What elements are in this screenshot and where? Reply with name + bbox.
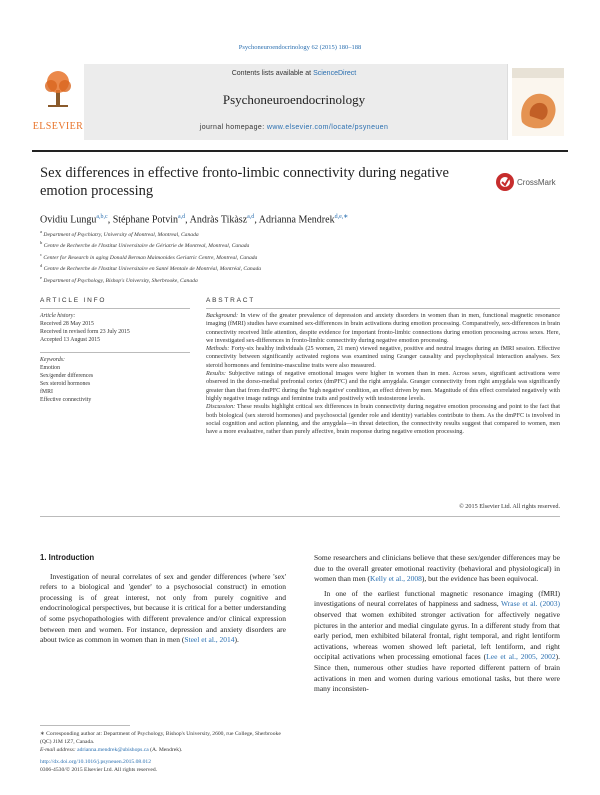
introduction-heading: 1. Introduction [40, 553, 95, 562]
info-rule [40, 308, 190, 309]
affiliation-text: Department of Psychiatry, University of Montreal, Montreal, Canada [43, 231, 199, 238]
history-accepted: Accepted 13 August 2015 [40, 337, 101, 343]
affiliation-mark: d [40, 263, 43, 269]
cover-image-icon [508, 64, 568, 140]
body-left-column [40, 553, 286, 650]
elsevier-tree-icon [40, 68, 76, 108]
paragraph-text: observed that women exhibited stronger activation for affectively negative pictures in the anterior and medial cingulate gyrus. In a different study from that early period, men exhibited bilateral frontal, right temporal, and right lentiform activations, whereas women showed left parietal, left lentiform, and right occipital activations when processing emotional faces ( [314, 609, 560, 662]
abstract-discussion [206, 403, 560, 436]
info-divider [40, 352, 190, 353]
paragraph-text: ), but the evidence has been equivocal. [421, 574, 539, 584]
article-title: Sex differences in effective fronto-limbic connectivity during negative emotion processing [40, 165, 449, 199]
author-name[interactable]: Ovidiu Lungu [40, 214, 97, 226]
keywords [40, 356, 180, 404]
citation-link[interactable]: Steel et al., 2014 [184, 635, 235, 645]
abstract-results [206, 370, 560, 403]
results-text: Subjective ratings of negative emotional images were higher in women than in men. Across sexes, significant activations were observed in the dorso-medial prefrontal cortex (dmPFC) and the right amygdala. Granger connectivity from right amygdala was significantly greater than that from dmPFC during the 'high negative' condition, an effect driven by men. Magnitude of this effect correlated negatively with highly negative image ratings and feminine traits and positively with testosterone levels. [206, 370, 560, 402]
doi-link[interactable]: http://dx.doi.org/10.1016/j.psyneuen.2015.08.012 [40, 759, 151, 765]
affiliation-text: Centre de Recherche de l'Institut Universitaire de Gériatrie de Montreal, Montreal, Canada [43, 243, 250, 250]
methods-text: Forty-six healthy individuals (25 women, 21 men) viewed negative, positive and neutral images during an fMRI session. Effective connectivity between significantly activated regions was examined using Granger causality and psychophysical interaction analyses. Sex steroid hormones and feminine-masculine traits were also measured. [206, 345, 560, 369]
paragraph-text: Some researchers and clinicians believe that these sex/gender differences may be due to the overall greater emotional reactivity (behavioral and physiological) in women than men ( [314, 553, 560, 584]
author-affiliation-marks[interactable]: a,b,c [96, 214, 108, 220]
article-history [40, 312, 180, 344]
abstract-rule [206, 308, 560, 309]
elsevier-logo[interactable] [32, 64, 84, 140]
citation-link[interactable]: Lee et al., 2005, 2002 [486, 652, 556, 662]
journal-masthead [32, 64, 568, 140]
author-name[interactable]: Stéphane Potvin [112, 214, 178, 226]
methods-label: Methods: [206, 345, 230, 353]
journal-title: Psychoneuroendocrinology [222, 92, 366, 107]
affiliation-mark: e [40, 274, 42, 280]
paragraph-text: In one of the earliest functional magnetic resonance imaging (fMRI) investigations of neural correlates of happiness and sadness, [314, 588, 560, 609]
affiliation-mark: a [40, 229, 42, 234]
homepage-link[interactable]: www.elsevier.com/locate/psyneuen [266, 124, 389, 131]
history-revised: Received in revised form 23 July 2015 [40, 329, 130, 335]
keywords-label: Keywords: [40, 357, 65, 363]
affiliation-item [40, 274, 560, 285]
author-name[interactable]: Adrianna Mendrek [258, 214, 335, 226]
keyword-item: Sex steroid hormones [40, 381, 91, 387]
author-affiliation-marks[interactable]: a,d [247, 214, 255, 220]
affiliation-item [40, 262, 560, 273]
abstract-background [206, 312, 560, 345]
background-label: Background: [206, 312, 239, 319]
paragraph-text: ). [234, 635, 239, 645]
author-affiliation-marks[interactable]: a,d [178, 214, 186, 220]
email-link[interactable]: adrianna.mendrek@ubishops.ca [77, 747, 149, 753]
keyword-item: fMRI [40, 389, 53, 395]
affiliation-text: Centre de Recherche de l'Institut Universitaire en Santé Mentale de Montréal, Montréal, Canada [43, 266, 262, 273]
affiliation-item [40, 251, 560, 262]
keyword-item: Effective connectivity [40, 397, 92, 403]
author-list: Ovidiu Lungu$^{a,b,c}$, Stéphane Potvin$^{a,d}$, Andràs Tikàsz$^{a,d}$, Adrianna Mendrek$^{d,e,∗}$ [40, 214, 349, 226]
affiliation-item [40, 239, 560, 250]
abstract-methods [206, 345, 560, 370]
email-label: E-mail address: [40, 747, 78, 753]
header-rule [32, 150, 568, 152]
body-paragraph [314, 589, 560, 695]
sciencedirect-link[interactable]: ScienceDirect [313, 70, 357, 77]
corresponding-author-footnote [40, 730, 286, 754]
crossmark-badge[interactable] [494, 170, 564, 194]
keyword-item: Emotion [40, 365, 60, 371]
affiliations [40, 228, 560, 285]
history-label: Article history: [40, 313, 76, 319]
paragraph-text: ). Since then, numerous other studies have reported different pattern of brain activations in men and women during various emotional tasks, but there were many inconsisten- [314, 652, 560, 694]
body-paragraph [314, 553, 560, 585]
affiliation-text: Center for Research in aging Donald Berman Maimonides Geriatric Centre, Montreal, Canada [43, 254, 258, 261]
homepage-line [84, 124, 504, 131]
journal-reference[interactable]: Psychoneuroendocrinology 62 (2015) 180–188 [238, 44, 362, 51]
abstract-heading: ABSTRACT [206, 297, 256, 304]
contents-line [84, 70, 504, 77]
footnote-rule [40, 725, 130, 726]
keyword-item: Sex/gender differences [40, 373, 94, 379]
abstract-end-rule [40, 516, 560, 517]
crossmark-label: CrossMark [517, 178, 556, 187]
affiliation-mark: c [40, 251, 42, 257]
results-label: Results: [206, 370, 226, 378]
email-suffix: (A. Mendrek). [148, 747, 183, 753]
doi-block [40, 758, 286, 774]
abstract-copyright: © 2015 Elsevier Ltd. All rights reserved. [459, 503, 560, 510]
journal-cover-thumbnail[interactable] [507, 64, 568, 140]
background-text: In view of the greater prevalence of depression and anxiety disorders in women than in men, functional magnetic resonance imaging (fMRI) studies have examined sex-differences in brain activations during emotion processing. Comparatively, sex-differences in brain connectivity received little attention, despite evidence for important fronto-limbic connections during emotion processing across sexes. Here, we investigated sex-differences in fronto-limbic connectivity during negative emotion processing. [206, 312, 560, 344]
body-paragraph [40, 572, 286, 646]
discussion-text: These results highlight critical sex differences in brain connectivity during negative emotion processing and point to the fact that both biological (sex steroid hormones) and psychosocial (gender role and identity) variables contribute to them. As the dmPFC is involved in social cognition and action planning, and the amygdala—in threat detection, the connectivity results suggest that compared to women, men have a more evaluative, rather than purely affective, brain response during negative emotion processing. [206, 403, 560, 436]
history-received: Received 28 May 2015 [40, 321, 94, 327]
contents-prefix: Contents lists available at [231, 70, 314, 77]
abstract-body [206, 312, 560, 436]
article-info-heading: ARTICLE INFO [40, 297, 107, 304]
corresponding-text: ∗ Corresponding author at: Department of Psychology, Bishop's University, 2600, rue College, Sherbrooke (QC) J1M 1Z7, Canada. [40, 731, 281, 745]
discussion-label: Discussion: [206, 403, 236, 411]
author-affiliation-marks[interactable]: d,e,∗ [334, 214, 349, 220]
citation-link[interactable]: Wrase et al. (2003) [500, 599, 560, 609]
body-right-column [314, 553, 560, 699]
affiliation-item [40, 228, 560, 239]
homepage-prefix: journal homepage: [199, 124, 267, 131]
affiliation-mark: b [40, 240, 43, 246]
elsevier-wordmark: ELSEVIER [32, 121, 84, 132]
author-name[interactable]: Andràs Tikàsz [189, 214, 248, 226]
issn-line: 0306-4530/© 2015 Elsevier Ltd. All rights reserved. [40, 767, 158, 773]
email-line [40, 746, 286, 754]
paragraph-text: Investigation of neural correlates of sex and gender differences (where 'sex' refers to a biological and 'gender' to a psychosocial construct) in emotion processing is of great interest, not only from purely cognitive and endocrinological perspectives, but because it is critical for a better understanding of some psychopathologies with different prevalence and/or clinical expression between men and women. For instance, depression and anxiety disorders are about twice as common in women than in men ( [40, 571, 286, 645]
affiliation-text: Department of Psychology, Bishop's University, Sherbrooke, Canada [43, 277, 198, 284]
citation-link[interactable]: Kelly et al., 2008 [370, 574, 422, 584]
